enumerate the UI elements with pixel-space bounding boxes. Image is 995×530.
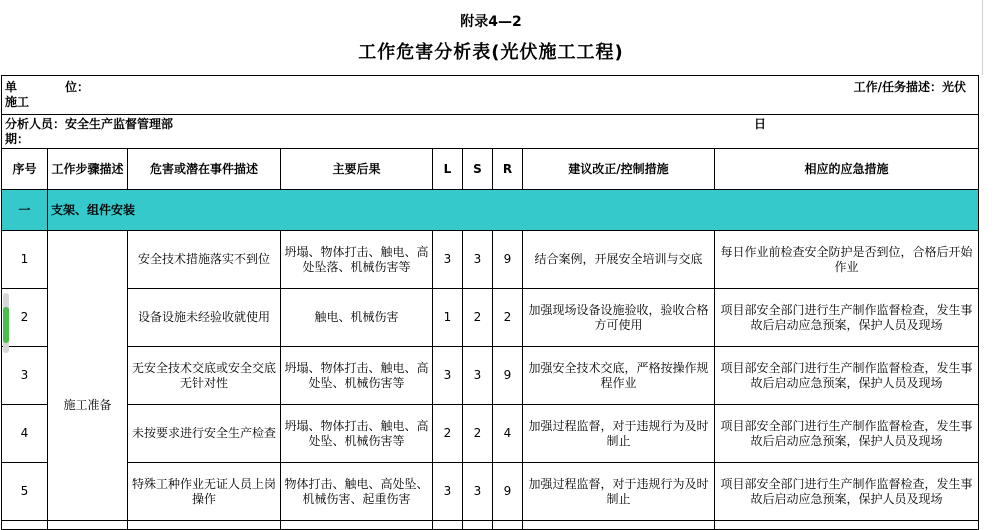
cell-empty[interactable] [48,521,128,530]
cell-emergency[interactable]: 项目部安全部门进行生产制作监督检查，发生事故后启动应急预案，保护人员及现场 [715,463,979,521]
cell-s[interactable]: 2 [463,405,493,463]
cell-emergency[interactable]: 项目部安全部门进行生产制作监督检查，发生事故后启动应急预案，保护人员及现场 [715,405,979,463]
cell-s[interactable]: 3 [463,347,493,405]
cell-emergency[interactable]: 每日作业前检查安全防护是否到位，合格后开始作业 [715,231,979,289]
unit-label: 单 位： [5,80,90,94]
cell-consequence[interactable]: 触电、机械伤害 [281,289,433,347]
header-l[interactable]: L [433,149,463,190]
header-emergency[interactable]: 相应的应急措施 [715,149,979,190]
unit-info-row [2,76,979,115]
header-seq[interactable]: 序号 [2,149,48,190]
section-index[interactable]: 一 [2,190,48,231]
cell-s[interactable]: 2 [463,289,493,347]
cell-seq[interactable]: 2 [2,289,48,347]
unit-info-cell[interactable] [2,76,979,115]
cell-hazard[interactable]: 未按要求进行安全生产检查 [128,405,281,463]
date-label: 日 [754,117,767,131]
cell-empty[interactable] [433,521,463,530]
cell-hazard[interactable]: 安全技术措施落实不到位 [128,231,281,289]
cell-empty[interactable] [463,521,493,530]
cell-r[interactable]: 9 [493,347,523,405]
cell-hazard[interactable]: 特殊工种作业无证人员上岗操作 [128,463,281,521]
cell-emergency[interactable]: 项目部安全部门进行生产制作监督检查，发生事故后启动应急预案，保护人员及现场 [715,347,979,405]
cell-l[interactable]: 3 [433,347,463,405]
cell-seq[interactable]: 5 [2,463,48,521]
table-row [2,347,979,405]
cell-s[interactable]: 3 [463,231,493,289]
cell-consequence[interactable]: 坍塌、物体打击、触电、高处坠落、机械伤害等 [281,231,433,289]
cell-l[interactable]: 2 [433,405,463,463]
header-row [2,149,979,190]
cell-empty[interactable] [2,521,48,530]
cell-seq[interactable]: 4 [2,405,48,463]
cell-empty[interactable] [493,521,523,530]
cell-empty[interactable] [281,521,433,530]
header-r[interactable]: R [493,149,523,190]
header-hazard[interactable]: 危害或潜在事件描述 [128,149,281,190]
scroll-indicator[interactable] [3,293,9,353]
cell-empty[interactable] [523,521,715,530]
document-title: 工作危害分析表(光伏施工工程) [358,42,624,63]
cell-step-name[interactable]: 施工准备 [48,231,128,521]
cell-l[interactable]: 3 [433,463,463,521]
section-row [2,190,979,231]
cell-r[interactable]: 2 [493,289,523,347]
cell-emergency[interactable]: 项目部安全部门进行生产制作监督检查，发生事故后启动应急预案，保护人员及现场 [715,289,979,347]
table-row [2,463,979,521]
cell-hazard[interactable]: 无安全技术交底或安全交底无针对性 [128,347,281,405]
cell-r[interactable]: 9 [493,463,523,521]
hazard-analysis-table [1,75,979,530]
header-s[interactable]: S [463,149,493,190]
cell-control[interactable]: 加强过程监督，对于违规行为及时制止 [523,463,715,521]
period-label: 期： [5,132,30,146]
unit-value: 施工 [5,95,30,109]
header-control[interactable]: 建议改正/控制措施 [523,149,715,190]
section-name[interactable]: 支架、组件安装 [48,190,979,231]
cell-r[interactable]: 4 [493,405,523,463]
cell-s[interactable]: 3 [463,463,493,521]
column-guide-line [982,0,983,75]
cell-consequence[interactable]: 物体打击、触电、高处坠、机械伤害、起重伤害 [281,463,433,521]
cell-control[interactable]: 加强现场设备设施验收，验收合格方可使用 [523,289,715,347]
header-consequence[interactable]: 主要后果 [281,149,433,190]
table-row [2,289,979,347]
cell-seq[interactable]: 1 [2,231,48,289]
table-row [2,231,979,289]
table-row [2,405,979,463]
cell-control[interactable]: 加强过程监督，对于违规行为及时制止 [523,405,715,463]
header-step[interactable]: 工作步骤描述 [48,149,128,190]
cell-consequence[interactable]: 坍塌、物体打击、触电、高处坠、机械伤害等 [281,347,433,405]
analyst-info-cell[interactable] [2,115,979,149]
cell-empty[interactable] [715,521,979,530]
cell-l[interactable]: 1 [433,289,463,347]
cell-hazard[interactable]: 设备设施未经验收就使用 [128,289,281,347]
cell-r[interactable]: 9 [493,231,523,289]
cell-consequence[interactable]: 坍塌、物体打击、触电、高处坠、机械伤害等 [281,405,433,463]
cell-l[interactable]: 3 [433,231,463,289]
cell-seq[interactable]: 3 [2,347,48,405]
analyst-label: 分析人员：安全生产监督管理部 [5,117,174,131]
appendix-label: 附录4—2 [460,14,522,30]
cell-empty[interactable] [128,521,281,530]
task-description-label: 工作/任务描述：光伏 [853,80,967,94]
cell-control[interactable]: 结合案例，开展安全培训与交底 [523,231,715,289]
partial-next-row [2,521,979,530]
analyst-info-row [2,115,979,149]
cell-control[interactable]: 加强安全技术交底，严格按操作规程作业 [523,347,715,405]
scroll-thumb[interactable] [3,307,9,343]
